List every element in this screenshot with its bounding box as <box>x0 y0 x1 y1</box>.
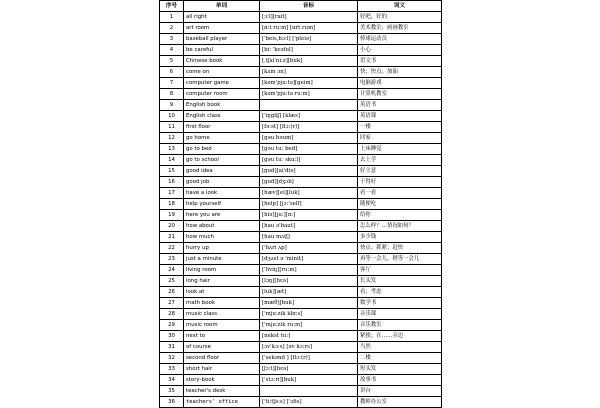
table-row <box>160 78 442 89</box>
row-word: have a look <box>184 188 260 199</box>
row-number: 12 <box>160 133 184 144</box>
row-word: come on <box>184 67 260 78</box>
row-number: 10 <box>160 111 184 122</box>
row-number: 31 <box>160 342 184 353</box>
row-phonetic: [dʒʌst ə 'minit] <box>260 254 358 265</box>
row-phonetic: [gəu tu: bed] <box>260 144 358 155</box>
row-meaning: 客厅 <box>358 265 442 276</box>
row-meaning: 二楼 <box>358 353 442 364</box>
row-word: look at <box>184 287 260 298</box>
table-row <box>160 386 442 397</box>
row-word: first floor <box>184 122 260 133</box>
row-phonetic: ['ti:tʃə:s] ['ɔfis] <box>260 397 358 408</box>
row-number: 5 <box>160 56 184 67</box>
row-phonetic: [ʃɔ:t][hɛə] <box>260 364 358 375</box>
table-row <box>160 166 442 177</box>
row-number: 2 <box>160 23 184 34</box>
row-word: baseball player <box>184 34 260 45</box>
row-meaning: 音乐课 <box>358 309 442 320</box>
row-meaning: 看一看 <box>358 188 442 199</box>
table-header-row <box>160 1 442 12</box>
table-row <box>160 67 442 78</box>
row-phonetic: [luk][æt] <box>260 287 358 298</box>
row-word: living room <box>184 265 260 276</box>
row-word: music class <box>184 309 260 320</box>
table-row <box>160 276 442 287</box>
row-number: 27 <box>160 298 184 309</box>
table-row <box>160 34 442 45</box>
table-row <box>160 144 442 155</box>
table-row <box>160 12 442 23</box>
row-word: help yourself <box>184 199 260 210</box>
row-meaning: 教师办公室 <box>358 397 442 408</box>
row-phonetic <box>260 386 358 397</box>
table-row <box>160 353 442 364</box>
row-phonetic: ['beis,bɔ:l] ['pleiə] <box>260 34 358 45</box>
row-meaning: 当然 <box>358 342 442 353</box>
row-phonetic: ['sekənd ] [flɔ:(r)] <box>260 353 358 364</box>
row-number: 21 <box>160 232 184 243</box>
row-phonetic: ['mju:zik klɑ:s] <box>260 309 358 320</box>
row-meaning: 干得好 <box>358 177 442 188</box>
table-row <box>160 320 442 331</box>
row-number: 8 <box>160 89 184 100</box>
table-row <box>160 375 442 386</box>
row-number: 13 <box>160 144 184 155</box>
row-number: 33 <box>160 364 184 375</box>
row-meaning: 快点；抓紧；赶快 <box>358 243 442 254</box>
row-number: 17 <box>160 188 184 199</box>
row-meaning: 计算机教室 <box>358 89 442 100</box>
row-meaning: 好主意 <box>358 166 442 177</box>
row-number: 7 <box>160 78 184 89</box>
row-number: 18 <box>160 199 184 210</box>
header-mean: 词义 <box>358 1 442 12</box>
row-phonetic: [gəu həum] <box>260 133 358 144</box>
row-meaning: 再等一会儿，稍等一会儿 <box>358 254 442 265</box>
row-word: long hair <box>184 276 260 287</box>
row-phonetic: [gud][ai'diə] <box>260 166 358 177</box>
row-number: 36 <box>160 397 184 408</box>
table-row <box>160 45 442 56</box>
row-number: 3 <box>160 34 184 45</box>
row-word: all right <box>184 12 260 23</box>
table-row <box>160 287 442 298</box>
row-meaning: 长头发 <box>358 276 442 287</box>
row-number: 24 <box>160 265 184 276</box>
table-row <box>160 397 442 408</box>
row-number: 4 <box>160 45 184 56</box>
row-number: 25 <box>160 276 184 287</box>
row-phonetic: [hiə][ju:][ɑ:] <box>260 210 358 221</box>
row-word: teacher's desk <box>184 386 260 397</box>
table-row <box>160 100 442 111</box>
table-row <box>160 221 442 232</box>
row-word: how much <box>184 232 260 243</box>
table-row <box>160 364 442 375</box>
row-phonetic: [help] [jɔ:'self] <box>260 199 358 210</box>
row-number: 14 <box>160 155 184 166</box>
row-phonetic: [gud][dʒɔb] <box>260 177 358 188</box>
table-row <box>160 254 442 265</box>
header-word: 单词 <box>184 1 260 12</box>
header-pron: 音标 <box>260 1 358 12</box>
row-phonetic: ['liviŋ][ru:m] <box>260 265 358 276</box>
row-meaning: 回家 <box>358 133 442 144</box>
table-row <box>160 155 442 166</box>
table-row <box>160 199 442 210</box>
row-phonetic: [,tʃai'ni:z][buk] <box>260 56 358 67</box>
table-row <box>160 133 442 144</box>
row-word: good idea <box>184 166 260 177</box>
row-meaning: 一楼 <box>358 122 442 133</box>
row-meaning: 讲台 <box>358 386 442 397</box>
table-row <box>160 265 442 276</box>
table-body <box>160 12 442 408</box>
row-number: 29 <box>160 320 184 331</box>
header-num: 序号 <box>160 1 184 12</box>
table-row <box>160 243 442 254</box>
row-meaning: 语文书 <box>358 56 442 67</box>
row-word: math book <box>184 298 260 309</box>
row-word: hurry up <box>184 243 260 254</box>
row-meaning: 电脑游戏 <box>358 78 442 89</box>
row-phonetic: [hau mʌtʃ] <box>260 232 358 243</box>
row-number: 35 <box>160 386 184 397</box>
table-row <box>160 232 442 243</box>
row-number: 15 <box>160 166 184 177</box>
row-word: music room <box>184 320 260 331</box>
row-word: how about <box>184 221 260 232</box>
row-meaning: 数学书 <box>358 298 442 309</box>
row-phonetic: [hau ə'baut] <box>260 221 358 232</box>
row-number: 1 <box>160 12 184 23</box>
row-word: go home <box>184 133 260 144</box>
row-meaning: 紧挨；在……旁边 <box>358 331 442 342</box>
row-phonetic: [kəm'pju:tə ru:m] <box>260 89 358 100</box>
row-phonetic: [mæθ][buk] <box>260 298 358 309</box>
row-number: 19 <box>160 210 184 221</box>
row-phonetic: [kəm'pju:tə][geim] <box>260 78 358 89</box>
row-word: English class <box>184 111 260 122</box>
table-row <box>160 177 442 188</box>
row-number: 28 <box>160 309 184 320</box>
row-word: next to <box>184 331 260 342</box>
row-meaning: 随便吃 <box>358 199 442 210</box>
table-row <box>160 188 442 199</box>
row-word: computer room <box>184 89 260 100</box>
row-phonetic: [ɑ:t ru:m] [ɑrt rum] <box>260 23 358 34</box>
row-meaning: 快；快点；加油 <box>358 67 442 78</box>
row-meaning: 看；考虑 <box>358 287 442 298</box>
vocabulary-table <box>159 0 442 408</box>
row-meaning: 短头发 <box>358 364 442 375</box>
row-meaning: 给你 <box>358 210 442 221</box>
row-phonetic: ['mju:zik ru:m] <box>260 320 358 331</box>
table-row <box>160 56 442 67</box>
table-row <box>160 309 442 320</box>
row-number: 9 <box>160 100 184 111</box>
row-word: teachers' office <box>184 397 260 408</box>
row-word: just a minute <box>184 254 260 265</box>
row-word: second floor <box>184 353 260 364</box>
row-word: good job <box>184 177 260 188</box>
row-number: 16 <box>160 177 184 188</box>
row-word: of course <box>184 342 260 353</box>
row-word: story-book <box>184 375 260 386</box>
row-word: computer game <box>184 78 260 89</box>
row-phonetic: [ɔv'kɔ:s] [əv kɔ:rs] <box>260 342 358 353</box>
table-row <box>160 331 442 342</box>
table-row <box>160 122 442 133</box>
row-word: art room <box>184 23 260 34</box>
row-number: 22 <box>160 243 184 254</box>
row-meaning: 怎么样？…情况如何？ <box>358 221 442 232</box>
row-number: 32 <box>160 353 184 364</box>
row-number: 26 <box>160 287 184 298</box>
row-meaning: 多少钱 <box>358 232 442 243</box>
row-phonetic: [bi: 'kɛəful] <box>260 45 358 56</box>
row-word: here you are <box>184 210 260 221</box>
table-row <box>160 342 442 353</box>
row-meaning: 棒球运动员 <box>358 34 442 45</box>
row-meaning: 美术教室；画画教室 <box>358 23 442 34</box>
row-meaning: 英语课 <box>358 111 442 122</box>
row-word: be careful <box>184 45 260 56</box>
row-number: 20 <box>160 221 184 232</box>
table-row <box>160 210 442 221</box>
table-row <box>160 23 442 34</box>
row-phonetic: ['iŋgliʃ] [klæs] <box>260 111 358 122</box>
row-meaning: 上床睡觉 <box>358 144 442 155</box>
row-number: 34 <box>160 375 184 386</box>
row-meaning: 故事书 <box>358 375 442 386</box>
table-row <box>160 89 442 100</box>
row-word: English book <box>184 100 260 111</box>
row-phonetic: ['hʌri ʌp] <box>260 243 358 254</box>
table-row <box>160 298 442 309</box>
row-number: 23 <box>160 254 184 265</box>
row-number: 6 <box>160 67 184 78</box>
row-phonetic: [gəu tu: sku:l] <box>260 155 358 166</box>
row-word: go to bed <box>184 144 260 155</box>
row-phonetic <box>260 100 358 111</box>
row-word: go to school <box>184 155 260 166</box>
row-word: short hair <box>184 364 260 375</box>
row-number: 11 <box>160 122 184 133</box>
row-meaning: 英语书 <box>358 100 442 111</box>
row-meaning: 好吧，好的 <box>358 12 442 23</box>
row-phonetic: [kʌm ɔn] <box>260 67 358 78</box>
row-phonetic: [fə:st] [flɔ:(r)] <box>260 122 358 133</box>
row-meaning: 音乐教室 <box>358 320 442 331</box>
row-meaning: 去上学 <box>358 155 442 166</box>
row-phonetic: ['stɔ:ri][buk] <box>260 375 358 386</box>
row-phonetic: [nekst tu:] <box>260 331 358 342</box>
row-phonetic: [hæv][ei][luk] <box>260 188 358 199</box>
row-number: 30 <box>160 331 184 342</box>
table-row <box>160 111 442 122</box>
row-phonetic: [lɔŋ][hɛə] <box>260 276 358 287</box>
row-word: Chinese book <box>184 56 260 67</box>
row-phonetic: [ɔ:l][rait] <box>260 12 358 23</box>
row-meaning: 小心 <box>358 45 442 56</box>
